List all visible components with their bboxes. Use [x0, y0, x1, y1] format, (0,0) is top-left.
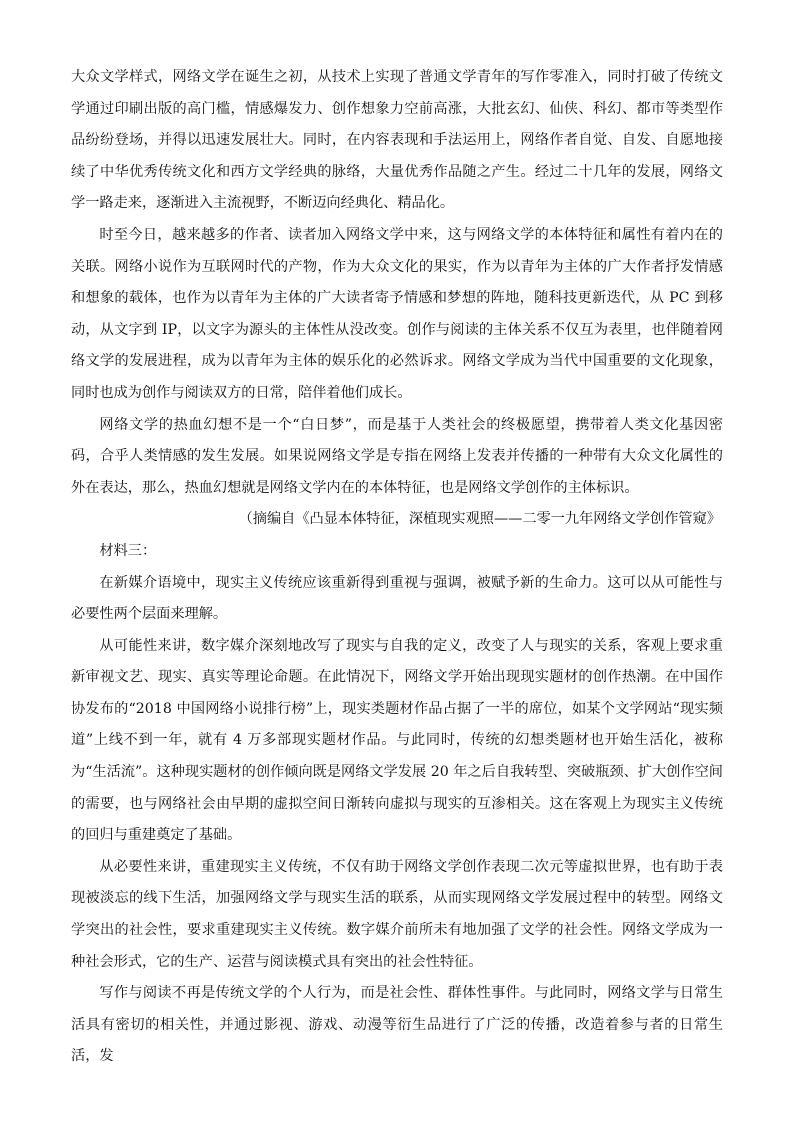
- paragraph-realism-context: 在新媒介语境中，现实主义传统应该重新得到重视与强调，被赋予新的生命力。这可以从可能性与必要性两个层面来理解。: [71, 574, 723, 623]
- material-three-label: 材料三：: [99, 542, 157, 559]
- paragraph-essence-and-identity: 时至今日，越来越多的作者、读者加入网络文学中来，这与网络文学的本体特征和属性有着内在的关联。网络小说作为互联网时代的产物，作为大众文化的果实，作为以青年为主体的广大作者抒发情感和想象的载体，也作为以青年为主体的广大读者寄予情感和梦想的阵地，随科技更新迭代，从 PC 到移动，从文字到 IP，以文字为源头的主体性从没改变。创作与阅读的主体关系不仅互为表里，也伴随着网络文学的发展进程，成为以青年为主体的娱乐化的必然诉求。网络文学成为当代中国重要的文化现象，同时也成为创作与阅读双方的日常，陪伴着他们成长。: [71, 226, 723, 401]
- document-page: [71, 62, 723, 1073]
- paragraph-necessity: 从必要性来讲，重建现实主义传统，不仅有助于网络文学创作表现二次元等虚拟世界，也有助于表现被淡忘的线下生活，加强网络文学与现实生活的联系，从而实现网络文学发展过程中的转型。网络文学突出的社会性，要求重建现实主义传统。数字媒介前所未有地加强了文学的社会性。网络文学成为一种社会形式，它的生产、运营与阅读模式具有突出的社会性特征。: [71, 858, 723, 970]
- paragraph-hot-blooded-fantasy: 网络文学的热血幻想不是一个“白日梦”，而是基于人类社会的终极愿望，携带着人类文化基因密码，合乎人类情感的发生发展。如果说网络文学是专指在网络上发表并传播的一种带有大众文化属性的外在表达，那么，热血幻想就是网络文学内在的本体特征，也是网络文学创作的主体标识。: [71, 416, 723, 496]
- paragraph-continuation: 大众文学样式，网络文学在诞生之初，从技术上实现了普通文学青年的写作零准入，同时打破了传统文学通过印刷出版的高门槛，情感爆发力、创作想象力空前高涨，大批玄幻、仙侠、科幻、都市等类型作品纷纷登场，并得以迅速发展壮大。同时，在内容表现和手法运用上，网络作者自觉、自发、自愿地接续了中华优秀传统文化和西方文学经典的脉络，大量优秀作品随之产生。经过二十几年的发展，网络文学一路走来，逐渐进入主流视野，不断迈向经典化、精品化。: [71, 69, 723, 212]
- source-citation: （摘编自《凸显本体特征，深植现实观照——二零一九年网络文学创作管窥》: [238, 511, 721, 528]
- paragraph-possibility: 从可能性来讲，数字媒介深刻地改写了现实与自我的定义，改变了人与现实的关系，客观上要求重新审视文艺、现实、真实等理论命题。在此情况下，网络文学开始出现现实题材的创作热潮。在中国作协发布的“2018 中国网络小说排行榜”上，现实类题材作品占据了一半的席位，如某个文学网站“现实频道”上线不到一年，就有 4 万多部现实题材作品。与此同时，传统的幻想类题材也开始生活化，被称为“生活流”。这种现实题材的创作倾向既是网络文学发展 20 年之后自我转型、突破瓶颈、扩大创作空间的需要，也与网络社会由早期的虚拟空间日渐转向虚拟与现实的互渗相关。这在客观上为现实主义传统的回归与重建奠定了基础。: [71, 637, 723, 844]
- paragraph-writing-and-reading: 写作与阅读不再是传统文学的个人行为，而是社会性、群体性事件。与此同时，网络文学与日常生活具有密切的相关性，并通过影视、游戏、动漫等衍生品进行了广泛的传播，改造着参与者的日常生活，发: [71, 985, 723, 1065]
